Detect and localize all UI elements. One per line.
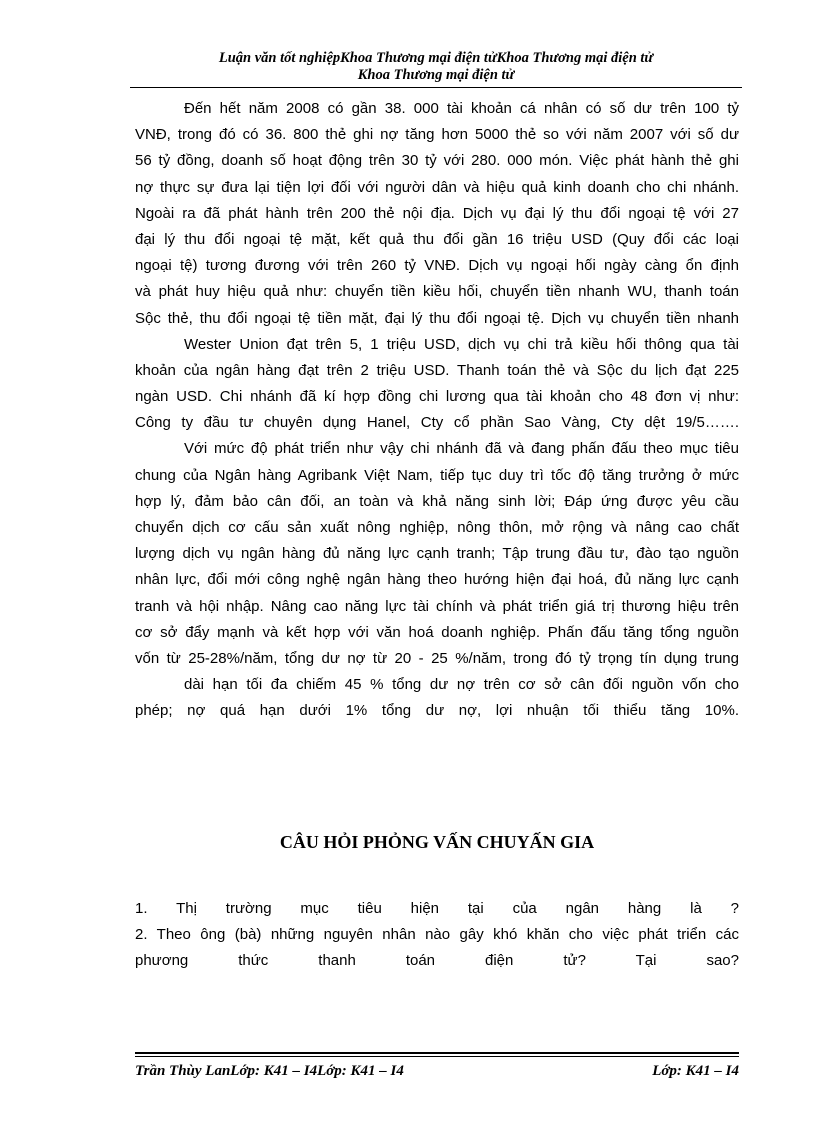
question-line: 2. Theo ông (bà) những nguyên nhân nào gây khó khăn cho việc phát triển các [135,926,739,944]
paragraph-line: hợp lý, đảm bảo cân đối, an toàn và khả năng sinh lời; Đáp ứng được yêu cầu [135,492,739,510]
paragraph-line: nhân lực, đổi mới công nghệ ngân hàng theo hướng hiện đại hoá, đủ năng lực cạnh [135,571,739,589]
page-header [130,50,742,84]
paragraph-line: ngàn USD. Chi nhánh đã kí hợp đồng chi lương qua tài khoản cho 48 đơn vị như: [135,388,739,406]
paragraph-line: lượng dịch vụ ngân hàng đủ năng lực cạnh tranh; Tập trung đầu tư, đào tạo nguồn [135,545,739,563]
header-rule [130,87,742,88]
paragraph-line: Wester Union đạt trên 5, 1 triệu USD, dịch vụ chi trả kiều hối thông qua tài [184,335,739,353]
paragraph-line: Công ty đầu tư chuyên dụng Hanel, Cty cổ phần Sao Vàng, Cty dệt 19/5……. [135,414,739,432]
paragraph-line: khoản của ngân hàng đạt trên 2 triệu USD. Thanh toán thẻ và Sộc du lịch đạt 225 [135,361,739,379]
paragraph-line: cơ sở đẩy mạnh và kết hợp với văn hoá doanh nghiệp. Phấn đấu tăng tổng nguồn [135,623,739,641]
section-title: CÂU HỎI PHỎNG VẤN CHUYẤN GIA [279,832,595,852]
paragraph-line: Sộc thẻ, thu đổi ngoại tệ tiền mặt, đại lý thu đổi ngoại tệ. Dịch vụ chuyển tiền nhanh [135,309,739,327]
paragraph-line: chuyển dịch cơ cấu sản xuất nông nghiệp, nông thôn, mở rộng và nâng cao chất [135,519,739,536]
paragraph-line: chung của Ngân hàng Agribank Việt Nam, tiếp tục duy trì tốc độ tăng trưởng ở mức [135,466,739,484]
interview-questions [135,896,739,975]
paragraph-line: Ngoài ra đã phát hành trên 200 thẻ nội địa. Dịch vụ đại lý thu đổi ngoại tệ với 27 [135,204,739,222]
paragraph-line: tranh và hội nhập. Nâng cao năng lực tài chính và phát triển giá trị thương hiệu trên [135,597,739,615]
footer-right: Lớp: K41 – I4 [652,1063,739,1079]
paragraph-line: 56 tỷ đồng, doanh số hoạt động trên 30 tỷ với 280. 000 món. Việc phát hành thẻ ghi [135,152,739,170]
paragraph-line: dài hạn tối đa chiếm 45 % tổng dư nợ trên cơ sở cân đối nguồn vốn cho [184,676,739,694]
question-line: phương thức thanh toán điện tử? Tại sao? [135,952,739,970]
header-line-1: Luận văn tốt nghiệpKhoa Thương mại điện tửKhoa Thương mại điện tử [218,50,654,66]
paragraph-line: và phát huy hiệu quả như: chuyển tiền kiều hối, chuyển tiền nhanh WU, thanh toán [135,283,739,301]
question-line: 1. Thị trường mục tiêu hiện tại của ngân hàng là ? [135,900,739,917]
footer-rule [135,1052,739,1054]
footer-left: Trần Thùy LanLớp: K41 – I4Lớp: K41 – I4 [135,1063,404,1079]
page-footer [135,1052,739,1080]
paragraph-line: Với mức độ phát triển như vậy chi nhánh đã và đang phấn đấu theo mục tiêu [184,440,739,458]
body-text [135,96,739,725]
paragraph-line: nợ thực sự đưa lại tiện lợi đối với người dân và hiệu quả kinh doanh cho chi nhánh. [135,178,739,196]
header-line-2: Khoa Thương mại điện tử [357,67,515,83]
paragraph-line: vốn từ 25-28%/năm, tổng dư nợ từ 20 - 25 %/năm, trong đó tỷ trọng tín dụng trung [135,649,739,667]
footer-rule-thin [135,1056,739,1057]
paragraph-line: ngoại tệ) tương đương với trên 260 tỷ VNĐ. Dịch vụ ngoại hối ngày càng ổn định [135,257,739,275]
paragraph-line: Đến hết năm 2008 có gần 38. 000 tài khoản cá nhân có số dư trên 100 tỷ [184,100,739,117]
paragraph-line: phép; nợ quá hạn dưới 1% tổng dư nợ, lợi nhuận tối thiểu tăng 10%. [135,702,739,720]
paragraph-line: đại lý thu đổi ngoại tệ mặt, kết quả thu đổi gần 16 triệu USD (Quy đổi các loại [135,230,739,248]
paragraph-line: VNĐ, trong đó có 36. 800 thẻ ghi nợ tăng hơn 5000 thẻ so với năm 2007 với số dư [135,126,739,144]
